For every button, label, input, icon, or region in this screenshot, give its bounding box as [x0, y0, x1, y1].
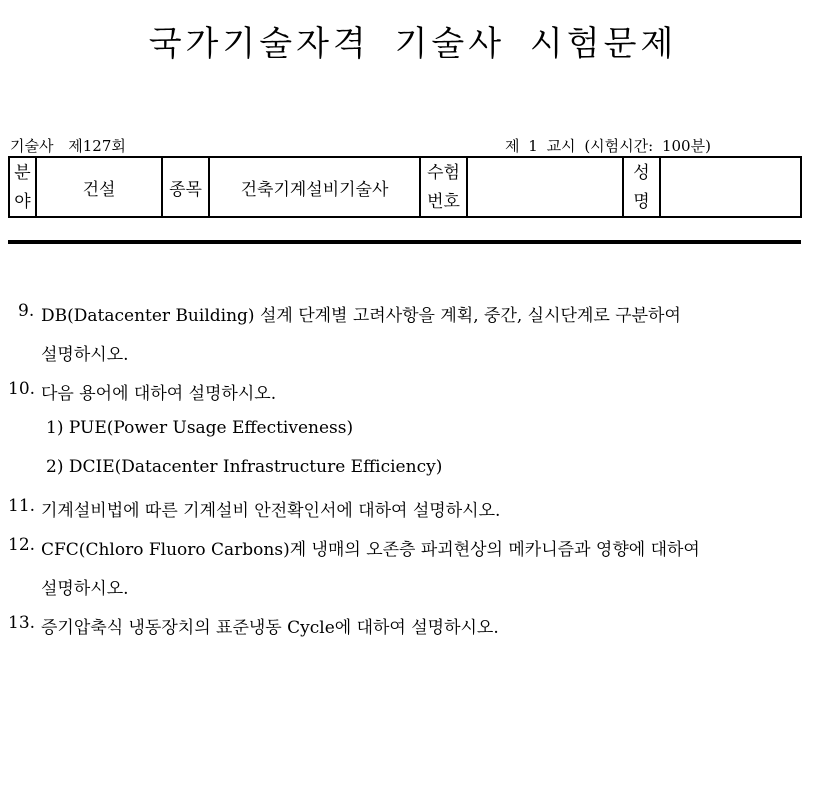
- field-label: [9, 157, 36, 217]
- exam-number-value: [467, 157, 623, 217]
- question-10-sub-1: 1) PUE(Power Usage Effectiveness): [46, 418, 354, 438]
- field-label-bottom: 야: [14, 191, 31, 212]
- question-12-text-cont: 설명하시오.: [41, 579, 129, 599]
- item-value: 건축기계설비기술사: [209, 157, 420, 217]
- exam-round: 기술사 제127회: [10, 137, 126, 155]
- field-value: 건설: [36, 157, 162, 217]
- question-11-text: 기계설비법에 따른 기계설비 안전확인서에 대하여 설명하시오.: [41, 501, 501, 521]
- field-label-top: 분: [14, 162, 31, 183]
- exam-number-label: [420, 157, 467, 217]
- name-label-bottom: 명: [633, 191, 650, 212]
- question-12-number: 12.: [8, 535, 36, 555]
- question-12-text: CFC(Chloro Fluoro Carbons)계 냉매의 오존층 파괴현상의 메카니즘과 영향에 대하여: [41, 540, 700, 560]
- question-13-number: 13.: [8, 613, 36, 633]
- question-10-number: 10.: [8, 379, 36, 399]
- exam-header-table: [8, 156, 802, 218]
- question-10-text: 다음 용어에 대하여 설명하시오.: [41, 384, 277, 404]
- divider-rule: [8, 240, 801, 244]
- exam-number-label-bottom: 번호: [427, 191, 460, 212]
- name-value: [660, 157, 801, 217]
- name-label-top: 성: [633, 162, 650, 183]
- question-9-number: 9.: [18, 301, 35, 321]
- question-11-number: 11.: [8, 496, 36, 516]
- question-10-sub-2: 2) DCIE(Datacenter Infrastructure Efficiency): [46, 457, 443, 477]
- question-9-text-cont: 설명하시오.: [41, 345, 129, 365]
- question-13-text: 증기압축식 냉동장치의 표준냉동 Cycle에 대하여 설명하시오.: [41, 618, 499, 638]
- exam-session: 제 1 교시 (시험시간: 100분): [505, 137, 711, 155]
- document-title: 국가기술자격 기술사 시험문제: [148, 24, 678, 64]
- item-label: 종목: [162, 157, 209, 217]
- name-label: [623, 157, 660, 217]
- exam-number-label-top: 수험: [427, 162, 460, 183]
- question-9-text: DB(Datacenter Building) 설계 단계별 고려사항을 계획, 중간, 실시단계로 구분하여: [41, 306, 681, 326]
